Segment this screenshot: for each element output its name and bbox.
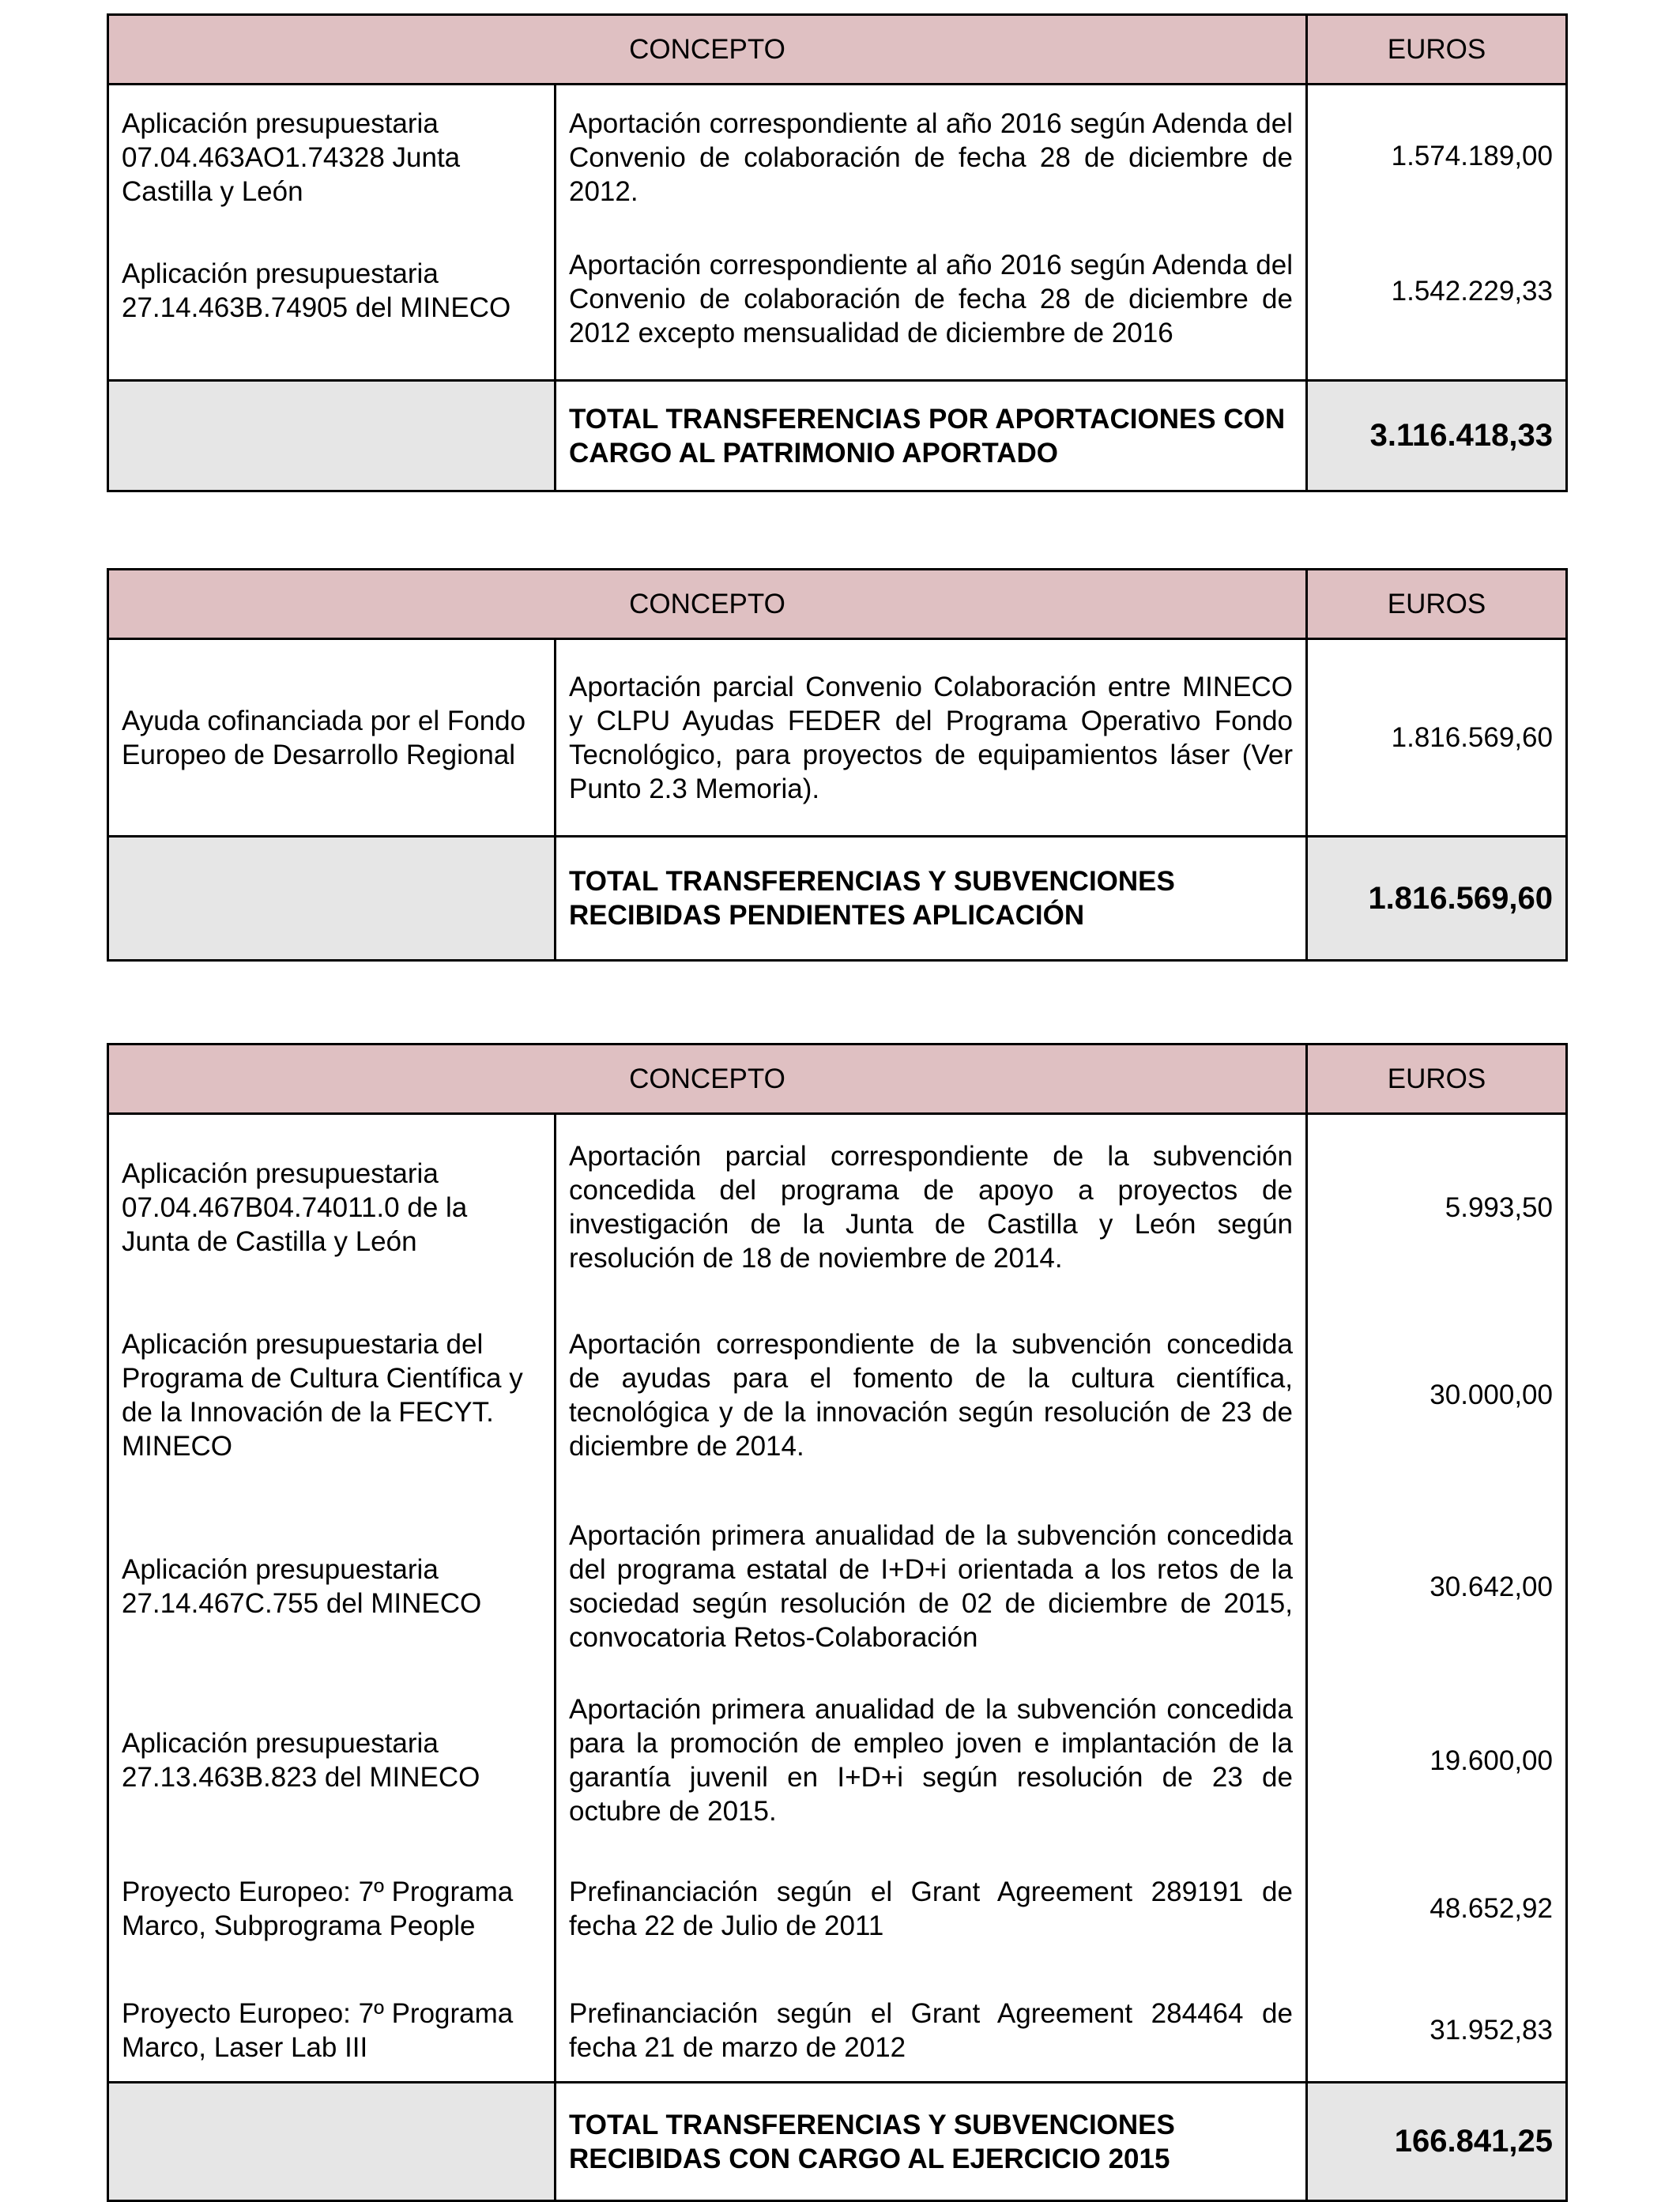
header-concepto: CONCEPTO	[108, 1045, 1307, 1114]
row-origin: Aplicación presupuestaria 07.04.463AO1.74328 Junta Castilla y León	[108, 85, 556, 227]
total-label: TOTAL TRANSFERENCIAS Y SUBVENCIONES RECIBIDAS PENDIENTES APLICACIÓN	[556, 837, 1307, 961]
row-description: Aportación correspondiente de la subvención concedida de ayudas para el fomento de la cultura científica, tecnológica y de la innovación según resolución de 23 de diciembre de 2014.	[556, 1300, 1307, 1490]
row-description: Aportación correspondiente al año 2016 según Adenda del Convenio de colaboración de fecha 28 de diciembre de 2012 excepto mensualidad de diciembre de 2016	[556, 227, 1307, 381]
row-amount: 1.574.189,00	[1307, 85, 1567, 227]
row-description: Aportación primera anualidad de la subvención concedida del programa estatal de I+D+i orientada a los retos de la sociedad según resolución de 02 de diciembre de 2015, convocatoria Retos-Colaboración	[556, 1490, 1307, 1684]
total-empty-cell	[108, 381, 556, 491]
total-empty-cell	[108, 2083, 556, 2201]
row-origin: Aplicación presupuestaria del Programa de Cultura Científica y de la Innovación de la FECYT. MINECO	[108, 1300, 556, 1490]
row-description: Aportación correspondiente al año 2016 según Adenda del Convenio de colaboración de fecha 28 de diciembre de 2012.	[556, 85, 1307, 227]
row-origin: Aplicación presupuestaria 07.04.467B04.74011.0 de la Junta de Castilla y León	[108, 1114, 556, 1300]
row-amount: 19.600,00	[1307, 1684, 1567, 1838]
total-amount: 166.841,25	[1307, 2083, 1567, 2201]
row-description: Prefinanciación según el Grant Agreement 284464 de fecha 21 de marzo de 2012	[556, 1980, 1307, 2083]
row-amount: 30.000,00	[1307, 1300, 1567, 1490]
table-pendientes-aplicacion	[107, 568, 1568, 962]
row-amount: 30.642,00	[1307, 1490, 1567, 1684]
row-amount: 5.993,50	[1307, 1114, 1567, 1300]
row-origin: Aplicación presupuestaria 27.14.463B.74905 del MINECO	[108, 227, 556, 381]
row-description: Prefinanciación según el Grant Agreement 289191 de fecha 22 de Julio de 2011	[556, 1838, 1307, 1980]
row-amount: 31.952,83	[1307, 1980, 1567, 2083]
row-description: Aportación parcial Convenio Colaboración entre MINECO y CLPU Ayudas FEDER del Programa Operativo Fondo Tecnológico, para proyectos de equipamientos láser (Ver Punto 2.3 Memoria).	[556, 639, 1307, 837]
total-amount: 1.816.569,60	[1307, 837, 1567, 961]
header-concepto: CONCEPTO	[108, 570, 1307, 639]
table-aportaciones	[107, 13, 1568, 492]
row-description: Aportación parcial correspondiente de la subvención concedida del programa de apoyo a proyectos de investigación de la Junta de Castilla y León según resolución de 18 de noviembre de 2014.	[556, 1114, 1307, 1300]
total-amount: 3.116.418,33	[1307, 381, 1567, 491]
header-euros: EUROS	[1307, 570, 1567, 639]
row-origin: Proyecto Europeo: 7º Programa Marco, Laser Lab III	[108, 1980, 556, 2083]
row-origin: Ayuda cofinanciada por el Fondo Europeo de Desarrollo Regional	[108, 639, 556, 837]
row-amount: 48.652,92	[1307, 1838, 1567, 1980]
row-origin: Proyecto Europeo: 7º Programa Marco, Subprograma People	[108, 1838, 556, 1980]
row-origin: Aplicación presupuestaria 27.14.467C.755 del MINECO	[108, 1490, 556, 1684]
row-description: Aportación primera anualidad de la subvención concedida para la promoción de empleo joven e implantación de la garantía juvenil en I+D+i según resolución de 23 de octubre de 2015.	[556, 1684, 1307, 1838]
row-origin: Aplicación presupuestaria 27.13.463B.823 del MINECO	[108, 1684, 556, 1838]
total-label: TOTAL TRANSFERENCIAS Y SUBVENCIONES RECIBIDAS CON CARGO AL EJERCICIO 2015	[556, 2083, 1307, 2201]
header-concepto: CONCEPTO	[108, 15, 1307, 85]
row-amount: 1.542.229,33	[1307, 227, 1567, 381]
total-empty-cell	[108, 837, 556, 961]
header-euros: EUROS	[1307, 15, 1567, 85]
header-euros: EUROS	[1307, 1045, 1567, 1114]
table-cargo-ejercicio	[107, 1043, 1568, 2202]
row-amount: 1.816.569,60	[1307, 639, 1567, 837]
total-label: TOTAL TRANSFERENCIAS POR APORTACIONES CON CARGO AL PATRIMONIO APORTADO	[556, 381, 1307, 491]
